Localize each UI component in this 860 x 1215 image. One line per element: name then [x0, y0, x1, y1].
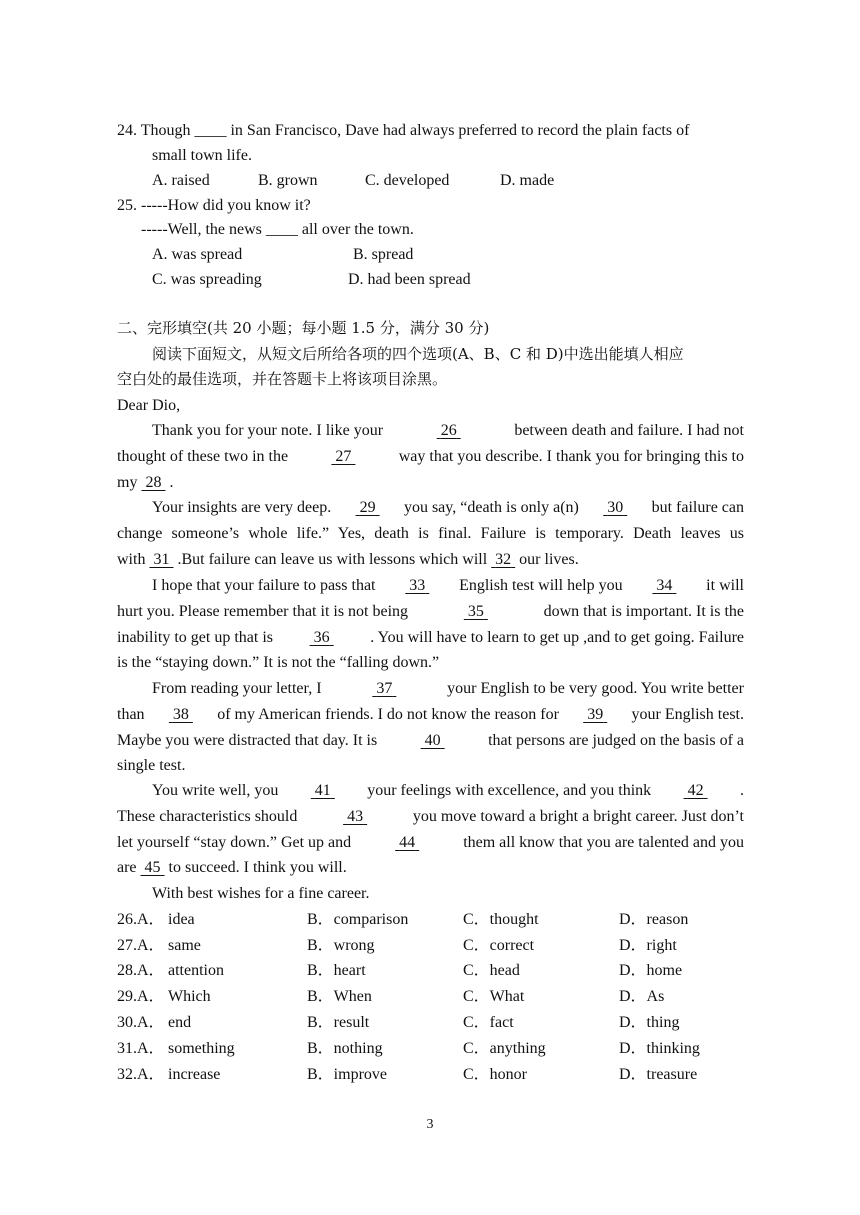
option-d: D．treasure — [619, 1066, 698, 1083]
blank-45: 45 — [144, 859, 161, 876]
letter-closing: With best wishes for a fine career. — [152, 885, 370, 902]
option-c: C．honor — [463, 1066, 528, 1083]
option-b: B．improve — [307, 1066, 387, 1083]
text-span: These characteristics should — [117, 808, 298, 825]
text-span: let yourself “stay down.” Get up and — [117, 834, 352, 851]
page-number: 3 — [426, 1117, 434, 1132]
letter-line — [152, 421, 744, 441]
text-span: your feelings with excellence, and you think — [367, 782, 652, 799]
option-c: C．fact — [463, 1014, 514, 1031]
text-span: than — [117, 706, 145, 723]
letter-line — [117, 550, 579, 570]
question-25-option-a: A. was spread — [152, 246, 243, 263]
option-number: 26.A． — [117, 911, 165, 928]
option-a: something — [168, 1040, 235, 1057]
text-span: between death and failure. I had not — [514, 422, 744, 439]
blank-41: 41 — [314, 782, 331, 799]
letter-line — [117, 473, 173, 493]
text-span: You write well, you — [152, 782, 279, 799]
text-span: . You will have to learn to get up ,and to get going. Failure — [370, 629, 744, 646]
question-25-option-c: C. was spreading — [152, 271, 262, 288]
option-number: 32.A． — [117, 1066, 165, 1083]
blank-44: 44 — [399, 834, 416, 851]
section-instruction: 阅读下面短文，从短文后所给各项的四个选项(A、B、C 和 D)中选出能填人相应 — [152, 345, 684, 363]
blank-40: 40 — [424, 732, 441, 749]
option-b: B．heart — [307, 962, 366, 979]
blank-27: 27 — [335, 448, 352, 465]
option-b: B．wrong — [307, 937, 375, 954]
option-b: B．nothing — [307, 1040, 383, 1057]
option-c: C．head — [463, 962, 520, 979]
question-24-option-b: B. grown — [258, 172, 318, 189]
text-span: Maybe you were distracted that day. It is — [117, 732, 378, 749]
section-heading: 二、完形填空(共 20 小题；每小题 1.5 分，满分 30 分) — [117, 319, 490, 337]
text-span: you say, “death is only a(n) — [403, 499, 579, 516]
text-span: hurt you. Please remember that it is not being — [117, 603, 409, 620]
option-d: D．reason — [619, 911, 689, 928]
option-b: B．comparison — [307, 911, 409, 928]
question-24-stem: 24. Though ____ in San Francisco, Dave had always preferred to record the plain facts of — [117, 122, 690, 139]
blank-43: 43 — [347, 808, 364, 825]
question-24-option-c: C. developed — [365, 172, 450, 189]
letter-salutation: Dear Dio, — [117, 397, 181, 414]
option-number: 27.A． — [117, 937, 165, 954]
blank-39: 39 — [587, 706, 604, 723]
question-24-stem-cont: small town life. — [152, 147, 252, 164]
blank-37: 37 — [376, 680, 393, 697]
letter-line — [117, 628, 744, 648]
option-c: C．What — [463, 988, 525, 1005]
text-span: From reading your letter, I — [152, 680, 322, 697]
text-span: it will — [706, 577, 744, 594]
blank-28: 28 — [145, 474, 162, 491]
text-span: inability to get up that is — [117, 629, 273, 646]
blank-29: 29 — [359, 499, 376, 516]
option-d: D．As — [619, 988, 665, 1005]
text-span: Thank you for your note. I like your — [152, 422, 384, 439]
option-number: 28.A． — [117, 962, 165, 979]
option-d: D．thing — [619, 1014, 680, 1031]
text-span: Your insights are very deep. — [152, 499, 332, 516]
option-d: D．thinking — [619, 1040, 700, 1057]
letter-line: change someone’s whole life.” Yes, death is final. Failure is temporary. Death leaves us — [117, 525, 744, 542]
text-span: thought of these two in the — [117, 448, 289, 465]
option-number: 30.A． — [117, 1014, 165, 1031]
option-a: Which — [168, 988, 211, 1005]
text-span: are — [117, 859, 137, 876]
text-span: you move toward a bright a bright career. Just don’t — [412, 808, 744, 825]
letter-line — [152, 679, 744, 699]
text-span: to succeed. I think you will. — [168, 859, 347, 876]
blank-31: 31 — [153, 551, 170, 568]
text-span: .But failure can leave us with lessons which will — [177, 551, 488, 568]
question-25-stem: 25. -----How did you know it? — [117, 197, 311, 214]
text-span: your English test. — [631, 706, 744, 723]
letter-line: is the “staying down.” It is not the “falling down.” — [117, 654, 440, 671]
letter-line — [117, 807, 744, 827]
option-c: C．thought — [463, 911, 539, 928]
text-span: English test will help you — [459, 577, 623, 594]
letter-line — [117, 858, 347, 878]
blank-33: 33 — [409, 577, 426, 594]
text-span: our lives. — [519, 551, 579, 568]
blank-42: 42 — [687, 782, 704, 799]
blank-38: 38 — [172, 706, 189, 723]
letter-line — [117, 833, 744, 853]
option-d: D．right — [619, 937, 677, 954]
question-25-stem-cont: -----Well, the news ____ all over the town. — [141, 221, 414, 238]
letter-line — [152, 498, 744, 518]
option-a: attention — [168, 962, 224, 979]
blank-30: 30 — [607, 499, 624, 516]
text-span: way that you describe. I thank you for bringing this to — [398, 448, 744, 465]
question-25-option-d: D. had been spread — [348, 271, 471, 288]
blank-36: 36 — [313, 629, 330, 646]
blank-35: 35 — [467, 603, 484, 620]
text-span: them all know that you are talented and you — [463, 834, 744, 851]
letter-line — [117, 602, 744, 622]
option-c: C．correct — [463, 937, 535, 954]
text-span: with — [117, 551, 146, 568]
option-a: increase — [168, 1066, 221, 1083]
text-span: my — [117, 474, 138, 491]
option-c: C．anything — [463, 1040, 546, 1057]
question-24-option-a: A. raised — [152, 172, 210, 189]
blank-34: 34 — [656, 577, 673, 594]
option-a: same — [168, 937, 201, 954]
blank-26: 26 — [440, 422, 457, 439]
text-span: your English to be very good. You write better — [447, 680, 744, 697]
text-span: . — [169, 474, 174, 491]
letter-line — [152, 576, 744, 596]
blank-32: 32 — [495, 551, 512, 568]
option-b: B．result — [307, 1014, 370, 1031]
question-24-option-d: D. made — [500, 172, 555, 189]
letter-line — [117, 705, 744, 725]
option-a: end — [168, 1014, 192, 1031]
question-25-option-b: B. spread — [353, 246, 414, 263]
text-span: I hope that your failure to pass that — [152, 577, 376, 594]
letter-line: single test. — [117, 757, 186, 774]
option-number: 29.A． — [117, 988, 165, 1005]
letter-line — [117, 731, 744, 751]
text-span: of my American friends. I do not know the reason for — [217, 706, 559, 723]
option-b: B．When — [307, 988, 372, 1005]
option-d: D．home — [619, 962, 683, 979]
section-instruction-cont: 空白处的最佳选项，并在答题卡上将该项目涂黑。 — [117, 370, 448, 388]
letter-line — [152, 781, 744, 801]
text-span: down that is important. It is the — [543, 603, 744, 620]
text-span: . — [739, 782, 744, 799]
option-a: idea — [168, 911, 195, 928]
option-number: 31.A． — [117, 1040, 165, 1057]
letter-line — [117, 447, 744, 467]
text-span: that persons are judged on the basis of a — [488, 732, 744, 749]
text-span: but failure can — [651, 499, 744, 516]
